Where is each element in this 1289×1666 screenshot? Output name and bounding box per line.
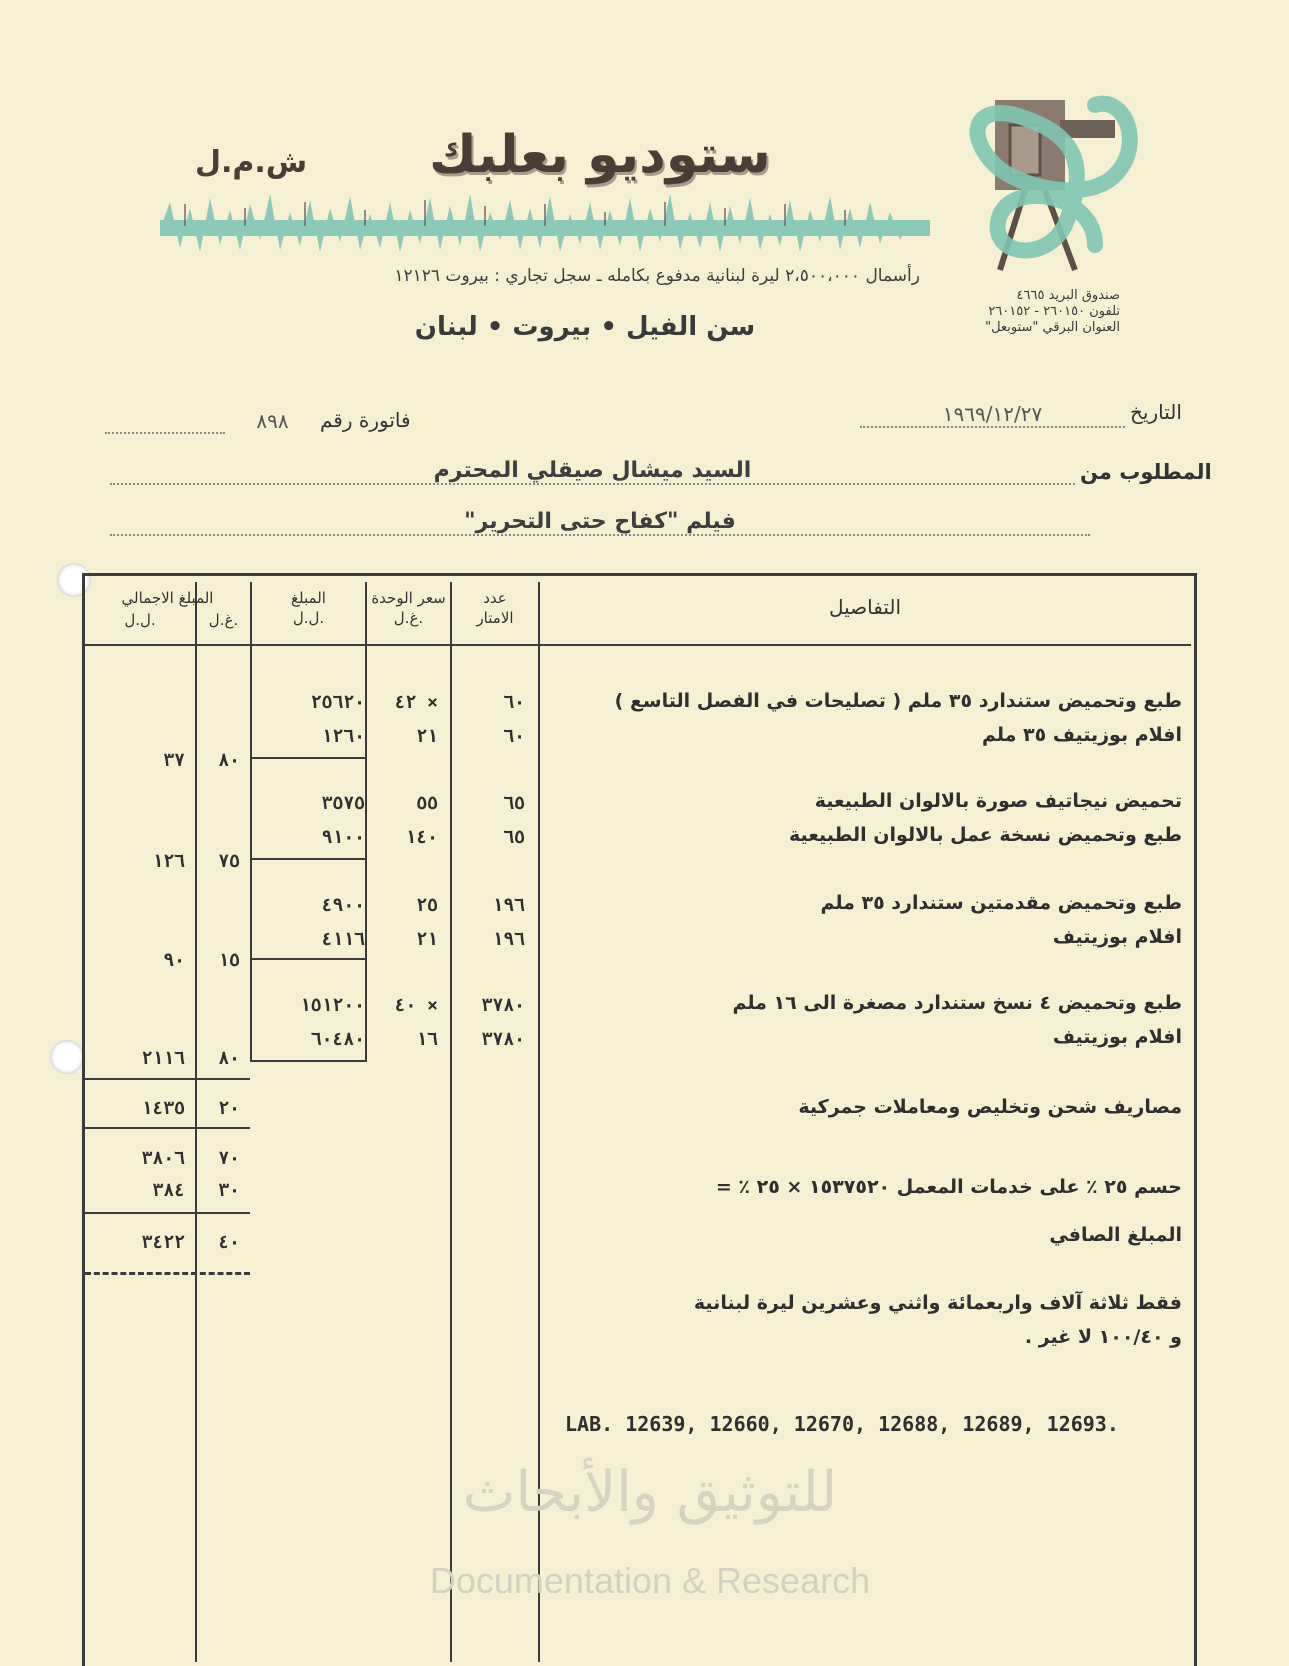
lab-references: LAB. 12639, 12660, 12670, 12688, 12689, 12693. <box>565 1412 1119 1436</box>
line-item-meters: ٣٧٨٠ <box>481 995 525 1016</box>
sum-rule <box>85 1127 250 1129</box>
sum-rule <box>252 1060 365 1062</box>
invoice-number-value: ٨٩٨ <box>256 409 289 433</box>
invoice-number-label: فاتورة رقم <box>320 408 411 432</box>
unit-price-header-line: غ.ل. <box>393 609 424 627</box>
amount-in-words-cont: و ١٠٠/٤٠ لا غير . <box>1024 1326 1182 1348</box>
subtotal-piastres: ٨٠ <box>218 1048 240 1069</box>
line-item-unit-price: ٢١ <box>416 726 438 747</box>
header-rule <box>85 644 1191 646</box>
col-divider <box>195 582 197 1662</box>
line-item-meters: ٦٠ <box>503 692 525 713</box>
line-item-amount: ٣٥٧٥ <box>321 793 365 814</box>
final-total-rule <box>85 1272 250 1275</box>
line-item-desc: طبع وتحميض ستندارد ٣٥ ملم ( تصليحات في الفصل التاسع ) <box>614 690 1182 712</box>
meters-header <box>452 588 538 628</box>
amount-in-words: فقط ثلاثة آلاف واربعمائة واثني وعشرين ليرة لبنانية <box>693 1292 1182 1314</box>
sum-rule <box>85 1212 250 1214</box>
subtotal-piastres: ١٥ <box>218 950 240 971</box>
line-item-meters: ١٩٦ <box>492 929 525 950</box>
subtotal-pounds: ٩٠ <box>163 950 185 971</box>
sum-rule <box>252 858 365 860</box>
line-item-amount: ٩١٠٠ <box>321 827 365 848</box>
subtotal-piastres: ٨٠ <box>218 750 240 771</box>
line-item-unit-price: ١٤٠ <box>405 827 438 848</box>
subtotal-pounds: ٣٧ <box>163 750 185 771</box>
telegram-line: العنوان البرقي "ستوبعل" <box>985 320 1120 335</box>
line-item-unit-price: ٢١ <box>416 929 438 950</box>
punch-hole <box>50 1040 84 1074</box>
camera-logo <box>945 85 1170 285</box>
line-item-meters: ٦٥ <box>503 793 525 814</box>
amount-header <box>252 588 365 628</box>
discount-piastres: ٣٠ <box>218 1180 240 1201</box>
line-item-desc: مصاريف شحن وتخليص ومعاملات جمركية <box>798 1096 1182 1118</box>
amount-header-line: المبلغ <box>291 589 326 607</box>
line-item-desc: طبع وتحميض ٤ نسخ ستندارد مصغرة الى ١٦ ملم <box>732 992 1182 1014</box>
phone-line: تلفون ٢٦٠١٥٠ - ٢٦٠١٥٢ <box>988 304 1120 319</box>
line-item-unit-price: ٢٥ <box>416 895 438 916</box>
details-header: التفاصيل <box>828 595 902 619</box>
line-item-unit-price: ٥٥ <box>416 793 438 814</box>
total-pounds: ٣٨٠٦ <box>141 1148 185 1169</box>
net-piastres: ٤٠ <box>218 1232 240 1253</box>
requested-from-value: السيد ميشال صيقلي المحترم <box>110 458 1075 485</box>
line-item-amount: ١٢٦٠ <box>321 726 365 747</box>
line-item-amount: ٤٩٠٠ <box>321 895 365 916</box>
line-item-desc: افلام بوزيتيف ٣٥ ملم <box>981 724 1182 746</box>
sum-rule <box>85 1078 250 1080</box>
total-header: المبلغ الاجمالي <box>121 589 214 607</box>
line-item-desc: افلام بوزيتيف <box>1052 1026 1182 1048</box>
subtotal-piastres: ٢٠ <box>218 1098 240 1119</box>
line-item-meters: ٦٠ <box>503 726 525 747</box>
line-item-amount: ٢٥٦٢٠ <box>310 692 365 713</box>
meters-header-line: الامتار <box>476 609 514 627</box>
line-item-desc: تحميض نيجاتيف صورة بالالوان الطبيعية <box>814 790 1182 812</box>
invoice-dotted-line <box>105 432 225 434</box>
line-item-amount: ٦٠٤٨٠ <box>310 1029 365 1050</box>
line-item-meters: ٣٧٨٠ <box>481 1029 525 1050</box>
company-suffix: ش.م.ل <box>195 145 308 180</box>
film-title: فيلم "كفاح حتى التحرير" <box>110 509 1090 536</box>
po-box-info <box>960 288 1120 336</box>
line-item-desc: طبع وتحميض نسخة عمل بالالوان الطبيعية <box>789 824 1182 846</box>
requested-from-label: المطلوب من <box>1080 460 1212 484</box>
total-pounds-header: ل.ل. <box>124 611 156 629</box>
date-value: ١٩٦٩/١٢/٢٧ <box>860 402 1125 428</box>
line-item-unit-price: ٤٢ × <box>394 692 438 713</box>
subtotal-piastres: ٧٥ <box>218 851 240 872</box>
total-piastres-header: غ.ل. <box>208 611 239 629</box>
unit-price-header <box>367 588 450 628</box>
amount-header-line: ل.ل. <box>292 609 325 627</box>
sound-wave-decoration <box>160 190 930 265</box>
company-name: ستوديو بعلبك <box>429 125 771 185</box>
line-item-meters: ١٩٦ <box>492 895 525 916</box>
discount-line: حسم ٢٥ ٪ على خدمات المعمل ١٥٣٧٥٢٠ × ٢٥ ٪ = <box>715 1176 1182 1198</box>
subtotal-pounds: ١٤٣٥ <box>141 1098 185 1119</box>
unit-price-header-line: سعر الوحدة <box>371 589 446 607</box>
date-label: التاريخ <box>1130 400 1182 424</box>
po-box-line: صندوق البريد ٤٦٦٥ <box>1016 288 1120 303</box>
company-address: سن الفيل • بيروت • لبنان <box>414 312 756 342</box>
net-pounds: ٣٤٢٢ <box>141 1232 185 1253</box>
line-item-amount: ١٥١٢٠٠ <box>299 995 365 1016</box>
line-item-desc: افلام بوزيتيف <box>1052 926 1182 948</box>
line-item-unit-price: ٤٠ × <box>394 995 438 1016</box>
watermark-english: Documentation & Research <box>429 1560 871 1601</box>
company-capital-line: رأسمال ٢،٥٠٠،٠٠٠ ليرة لبنانية مدفوع بكامله ـ سجل تجاري : بيروت ١٢١٢٦ <box>394 266 920 286</box>
net-amount-label: المبلغ الصافي <box>1049 1224 1182 1246</box>
subtotal-pounds: ٢١١٦ <box>141 1048 185 1069</box>
line-item-unit-price: ١٦ <box>416 1029 438 1050</box>
line-item-meters: ٦٥ <box>503 827 525 848</box>
watermark-arabic: للتوثيق والأبحاث <box>462 1460 838 1525</box>
line-item-desc: طبع وتحميض مقدمتين ستندارد ٣٥ ملم <box>820 892 1182 914</box>
col-divider <box>250 582 252 1062</box>
col-divider <box>365 582 367 1062</box>
total-piastres: ٧٠ <box>218 1148 240 1169</box>
meters-header-line: عدد <box>483 589 507 607</box>
subtotal-pounds: ١٢٦ <box>152 851 185 872</box>
line-item-amount: ٤١١٦ <box>321 929 365 950</box>
sum-rule <box>252 958 365 960</box>
discount-pounds: ٣٨٤ <box>152 1180 185 1201</box>
sum-rule <box>252 757 365 759</box>
